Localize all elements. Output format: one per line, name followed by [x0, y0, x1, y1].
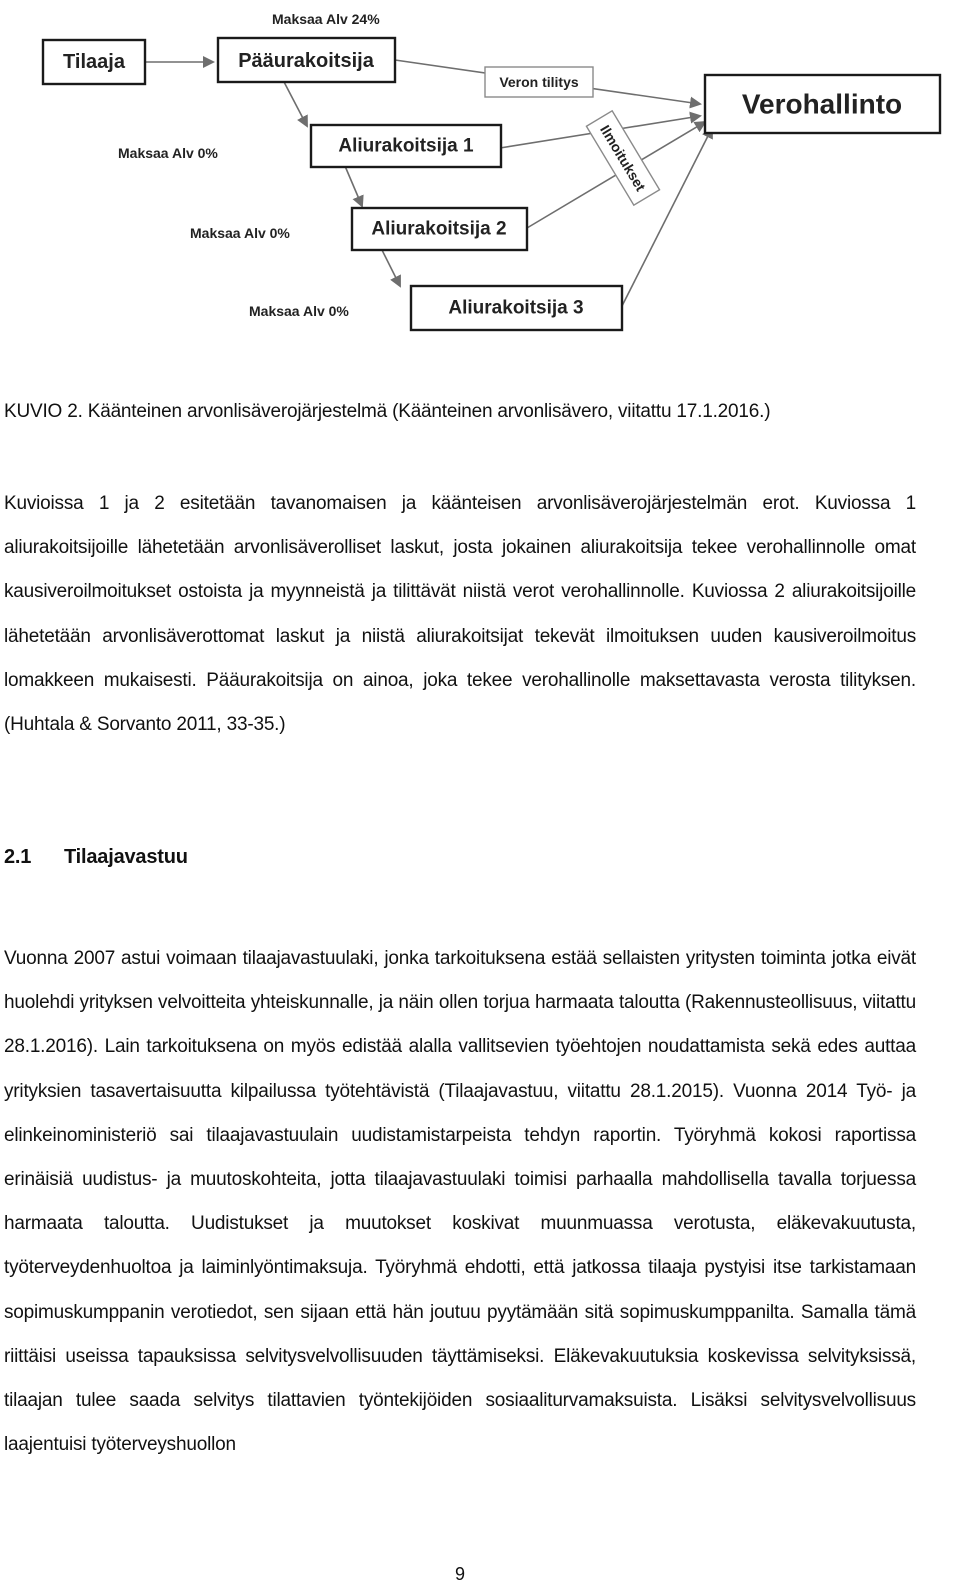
arrow-aliurakoitsija1-aliurakoitsija2	[345, 166, 362, 206]
section-title: Tilaajavastuu	[64, 846, 188, 868]
node-aliurakoitsija2: Aliurakoitsija 2	[371, 218, 507, 240]
label-ilmoitukset: Ilmoitukset	[597, 122, 649, 194]
paragraph-tilaajavastuu: Vuonna 2007 astui voimaan tilaajavastuulaki, jonka tarkoituksena estää sellaisten yritysten toiminta jotka eivät huolehdi yrityksen velvoitteita yhteiskunnalle, ja näin ollen torjua harmaata taloutta (Rakennusteollisuus, viitattu 28.1.2016). Lain tarkoituksena on myös edistää alalla vallitsevien työehtojen noudattamista sekä edes auttaa yrityksien tasavertaisuutta kilpailussa työtehtävistä (Tilaajavastuu, viitattu 28.1.2015). Vuonna 2014 Työ- ja elinkeinoministeriö sai tilaajavastuulain uudistamistarpeista tehdyn raportin. Työryhmä kokosi raportissa erinäisiä uudistus- ja muutoskohteita, jotta tilaajavastuulaki toimisi parhaalla mahdollisella tavalla torjuessa harmaata taloutta. Uudistukset ja muutokset koskivat muunmuassa verotusta, eläkevakuutusta, työterveydenhuoltoa ja laiminlyöntimaksuja. Työryhmä ehdotti, että jatkossa tilaaja pystyisi itse tarkistamaan sopimuskumppanin verotiedot, sen sijaan että hän joutuu pyytämään sitä sopimuskumppanilta. Samalla tämä riittäisi useissa tapauksissa selvitysvelvollisuuden täyttämiseksi. Eläkevakuutuksia koskevissa selvityksissä, tilaajan tulee saada selvitys tilattavien työntekijöiden sosiaaliturvamaksuista. Lisäksi selvitysvelvollisuus laajentuisi työterveyshuollon	[4, 948, 916, 1456]
label-maksaa-alv-24: Maksaa Alv 24%	[272, 11, 380, 27]
label-maksaa-alv-0-c: Maksaa Alv 0%	[249, 303, 349, 319]
label-maksaa-alv-0-b: Maksaa Alv 0%	[190, 225, 290, 241]
arrow-aliurakoitsija2-aliurakoitsija3	[380, 246, 400, 286]
figure-caption: KUVIO 2. Käänteinen arvonlisäverojärjestelmä (Käänteinen arvonlisävero, viitattu 17.1.2016.)	[4, 401, 771, 422]
node-tilaaja: Tilaaja	[63, 51, 125, 73]
label-veron-tilitys: Veron tilitys	[499, 74, 579, 90]
node-aliurakoitsija1: Aliurakoitsija 1	[338, 135, 474, 157]
node-verohallinto: Verohallinto	[741, 88, 903, 120]
arrow-paaurakoitsija-aliurakoitsija1	[283, 80, 307, 126]
node-aliurakoitsija3: Aliurakoitsija 3	[448, 297, 584, 319]
page-number: 9	[454, 1564, 465, 1584]
reverse-vat-diagram	[0, 0, 960, 345]
section-number: 2.1	[4, 846, 32, 868]
label-maksaa-alv-0-a: Maksaa Alv 0%	[118, 145, 218, 161]
paragraph-vat-comparison: Kuvioissa 1 ja 2 esitetään tavanomaisen ja käänteisen arvonlisäverojärjestelmän erot. Kuviossa 1 aliurakoitsijoille lähetetään arvonlisäverolliset laskut, josta jokainen aliurakoitsija tekee verohallinnolle omat kausiveroilmoitukset ostoista ja myynneistä ja tilittävät niistä verot verohallinnolle. Kuviossa 2 aliurakoitsijoille lähetetään arvonlisäverottomat laskut ja niistä aliurakoitsijat tekevät ilmoituksen uuden kausiveroilmoitus lomakkeen mukaisesti. Pääurakoitsija on ainoa, joka tekee verohallinolle maksettavasta verosta tilityksen. (Huhtala & Sorvanto 2011, 33-35.)	[4, 493, 916, 736]
node-paaurakoitsija: Pääurakoitsija	[238, 50, 374, 72]
section-heading	[4, 846, 188, 869]
